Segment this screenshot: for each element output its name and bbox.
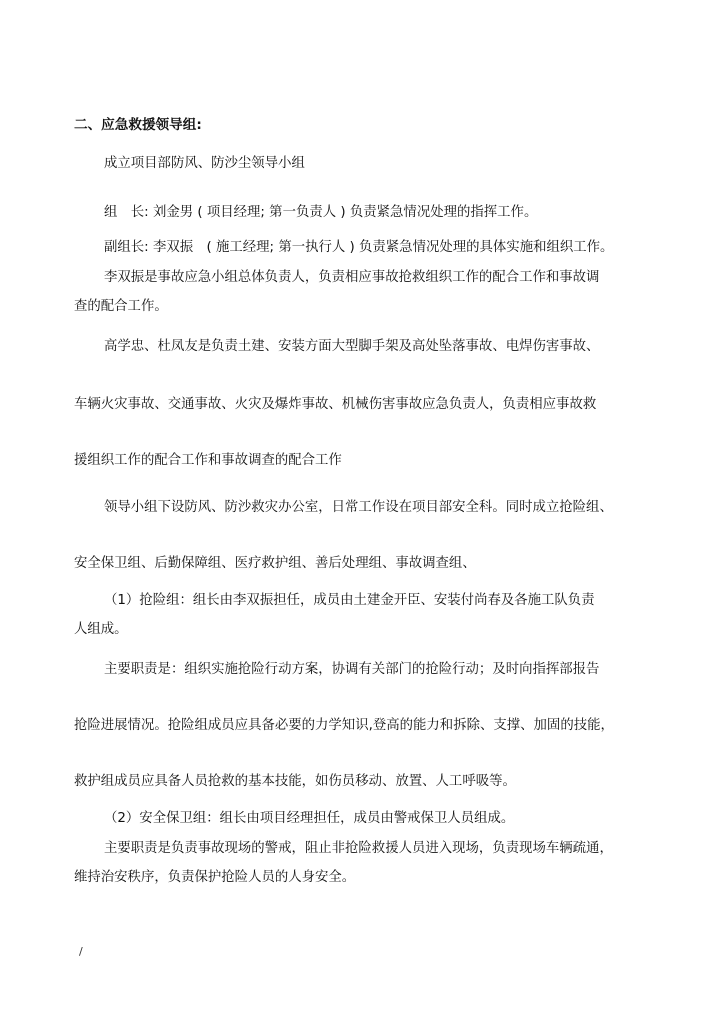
text-line-9: 领导小组下设防风、防沙救灾办公室，日常工作设在项目部安全科。同时成立抢险组、: [104, 500, 613, 515]
text-line-5: 查的配合工作。: [74, 299, 168, 314]
footer-mark: /: [79, 945, 83, 958]
text-line-11: （1）抢险组：组长由李双振担任，成员由土建金开臣、安装付尚春及各施工队负责: [104, 593, 595, 608]
text-line-1: 成立项目部防风、防沙尘领导小组: [104, 156, 305, 171]
text-line-8: 援组织工作的配合工作和事故调查的配合工作: [74, 453, 342, 468]
text-line-15: 救护组成员应具备人员抢救的基本技能，如伤员移动、放置、人工呼吸等。: [74, 774, 516, 789]
text-line-6: 高学忠、杜凤友是负责土建、安装方面大型脚手架及高处坠落事故、电焊伤害事故、: [104, 339, 600, 354]
text-line-17: 主要职责是负责事故现场的警戒，阻止非抢险救援人员进入现场，负责现场车辆疏通，: [104, 841, 613, 856]
text-line-16: （2）安全保卫组：组长由项目经理担任，成员由警戒保卫人员组成。: [104, 811, 515, 826]
text-line-13: 主要职责是：组织实施抢险行动方案，协调有关部门的抢险行动；及时向指挥部报告: [104, 662, 600, 677]
text-line-7: 车辆火灾事故、交通事故、火灾及爆炸事故、机械伤害事故应急负责人，负责相应事故救: [74, 397, 597, 412]
text-line-3: 副组长: 李双振 ( 施工经理; 第一执行人 ) 负责紧急情况处理的具体实施和组织工作。: [104, 240, 614, 255]
text-line-10: 安全保卫组、后勤保障组、医疗救护组、善后处理组、事故调查组、: [74, 556, 476, 571]
section-heading: 二、应急救援领导组:: [74, 117, 202, 133]
text-line-18: 维持治安秩序，负责保护抢险人员的人身安全。: [74, 870, 356, 885]
text-line-12: 人组成。: [74, 622, 128, 637]
text-line-14: 抢险进展情况。抢险组成员应具备必要的力学知识,登高的能力和拆除、支撑、加固的技能，: [74, 718, 614, 733]
text-line-4: 李双振是事故应急小组总体负责人，负责相应事故抢救组织工作的配合工作和事故调: [104, 270, 600, 285]
text-line-2: 组 长: 刘金男 ( 项目经理; 第一负责人 ) 负责紧急情况处理的指挥工作。: [104, 205, 538, 220]
